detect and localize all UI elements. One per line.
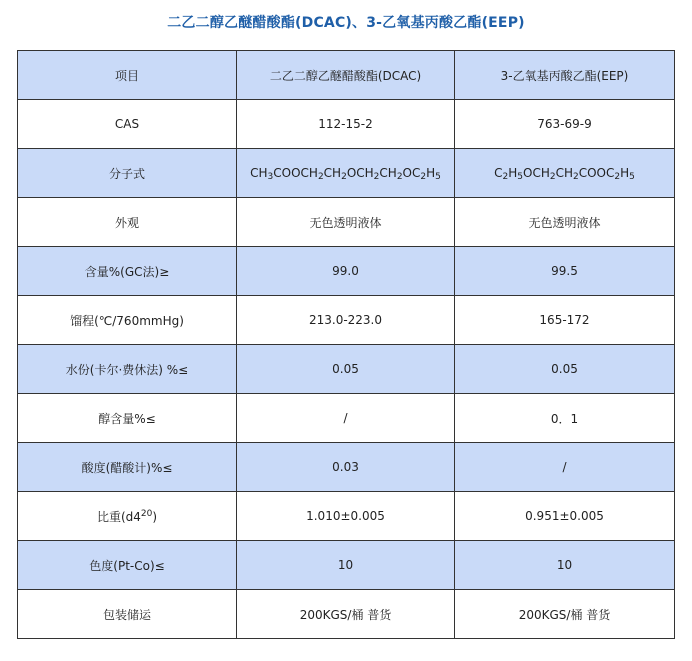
dcac-formula-text: H bbox=[426, 166, 436, 180]
eep-formula-text: C bbox=[494, 166, 503, 180]
row-label: 醇含量%≤ bbox=[18, 394, 237, 443]
table-row bbox=[18, 149, 675, 198]
dcac-formula-subscript: 5 bbox=[435, 172, 441, 182]
row-label: 水份(卡尔·费休法) %≤ bbox=[18, 345, 237, 394]
table-row bbox=[18, 198, 675, 247]
dcac-value: / bbox=[237, 394, 455, 443]
header-item: 项目 bbox=[18, 51, 237, 100]
eep-formula-text: OCH bbox=[523, 166, 550, 180]
eep-value: 763-69-9 bbox=[455, 100, 675, 149]
eep-formula-text: COOC bbox=[578, 166, 615, 180]
row-label bbox=[18, 492, 237, 541]
eep-value: 99.5 bbox=[455, 247, 675, 296]
table-row bbox=[18, 247, 675, 296]
eep-value: / bbox=[455, 443, 675, 492]
table-row bbox=[18, 492, 675, 541]
label-sup: 20 bbox=[140, 508, 153, 519]
eep-value: 0.05 bbox=[455, 345, 675, 394]
eep-formula-text: H bbox=[620, 166, 630, 180]
dcac-value: 10 bbox=[237, 541, 455, 590]
eep-formula-subscript: 2 bbox=[549, 172, 556, 182]
label-main: 比重(d4 bbox=[96, 509, 141, 524]
eep-formula-text: CH bbox=[555, 166, 573, 180]
spec-table bbox=[17, 50, 675, 639]
dcac-formula-subscript: 2 bbox=[396, 172, 403, 182]
eep-formula bbox=[455, 149, 675, 198]
table-row bbox=[18, 100, 675, 149]
dcac-value: 无色透明液体 bbox=[237, 198, 455, 247]
dcac-value: 200KGS/桶 普货 bbox=[237, 590, 455, 639]
eep-value: 无色透明液体 bbox=[455, 198, 675, 247]
eep-value: 200KGS/桶 普货 bbox=[455, 590, 675, 639]
table-row bbox=[18, 296, 675, 345]
eep-formula-subscript: 2 bbox=[614, 172, 621, 182]
dcac-formula-subscript: 2 bbox=[317, 172, 324, 182]
dcac-formula-subscript: 2 bbox=[341, 172, 347, 182]
dcac-formula-text: OCH bbox=[346, 166, 374, 180]
page-title: 二乙二醇乙醚醋酸酯(DCAC)、3-乙氧基丙酸乙酯(EEP) bbox=[167, 15, 525, 31]
dcac-value: 0.03 bbox=[237, 443, 455, 492]
table-row bbox=[18, 394, 675, 443]
dcac-formula-text: CH bbox=[250, 166, 268, 180]
dcac-formula-text: COOCH bbox=[273, 166, 318, 180]
row-label: 馏程(℃/760mmHg) bbox=[18, 296, 237, 345]
dcac-value: 99.0 bbox=[237, 247, 455, 296]
table-row bbox=[18, 541, 675, 590]
row-label: 色度(Pt-Co)≤ bbox=[18, 541, 237, 590]
table-row bbox=[18, 590, 675, 639]
row-label: CAS bbox=[18, 100, 237, 149]
dcac-value: 112-15-2 bbox=[237, 100, 455, 149]
row-label: 分子式 bbox=[18, 149, 237, 198]
dcac-value: 0.05 bbox=[237, 345, 455, 394]
table-row bbox=[18, 345, 675, 394]
eep-value: 165-172 bbox=[455, 296, 675, 345]
table-row bbox=[18, 443, 675, 492]
dcac-formula-text: CH bbox=[323, 166, 342, 180]
eep-formula-subscript: 5 bbox=[517, 172, 523, 182]
label-end: ) bbox=[152, 509, 158, 524]
dcac-formula-subscript: 2 bbox=[373, 172, 380, 182]
dcac-formula-subscript: 3 bbox=[267, 172, 274, 182]
eep-value: 0．1 bbox=[455, 394, 675, 443]
row-label: 含量%(GC法)≥ bbox=[18, 247, 237, 296]
eep-formula-subscript: 2 bbox=[502, 172, 509, 182]
row-label: 外观 bbox=[18, 198, 237, 247]
eep-formula-subscript: 2 bbox=[573, 172, 579, 182]
dcac-formula bbox=[237, 149, 455, 198]
eep-formula-text: H bbox=[508, 166, 518, 180]
row-label: 包装储运 bbox=[18, 590, 237, 639]
dcac-value: 213.0-223.0 bbox=[237, 296, 455, 345]
eep-value: 0.951±0.005 bbox=[455, 492, 675, 541]
eep-formula-subscript: 5 bbox=[629, 172, 635, 182]
eep-value: 10 bbox=[455, 541, 675, 590]
table-header-row bbox=[18, 51, 675, 100]
dcac-value: 1.010±0.005 bbox=[237, 492, 455, 541]
dcac-formula-text: OC bbox=[402, 166, 421, 180]
dcac-formula-text: CH bbox=[379, 166, 397, 180]
dcac-formula-subscript: 2 bbox=[420, 172, 427, 182]
header-eep: 3-乙氧基丙酸乙酯(EEP) bbox=[455, 51, 675, 100]
row-label: 酸度(醋酸计)%≤ bbox=[18, 443, 237, 492]
header-dcac: 二乙二醇乙醚醋酸酯(DCAC) bbox=[237, 51, 455, 100]
